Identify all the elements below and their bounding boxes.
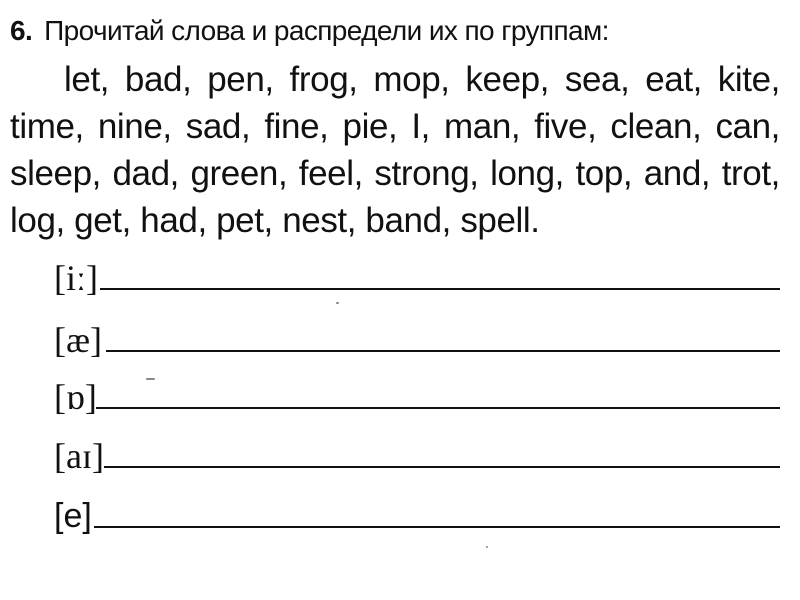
phonetic-label-e: [e]: [54, 497, 92, 535]
answer-line-o-short[interactable]: [96, 407, 780, 409]
answer-row-ai: [54, 430, 780, 478]
answer-line-i-long[interactable]: [100, 288, 780, 290]
word-list: [10, 56, 780, 244]
word-list-line-1: let, bad, pen, frog, mop, keep, sea, eat, kite,: [64, 60, 780, 99]
answer-row-i-long: [54, 252, 780, 300]
word-list-line-4: log, get, had, pet, nest, band, spell.: [10, 201, 540, 240]
word-list-line-2: time, nine, sad, fine, pie, I, man, five, clean, can,: [10, 107, 780, 146]
scan-speck: [146, 378, 155, 380]
answer-line-e[interactable]: [94, 526, 780, 528]
scan-speck: [336, 302, 339, 304]
answer-line-ai[interactable]: [104, 466, 780, 468]
word-list-line-3: sleep, dad, green, feel, strong, long, top, and, trot,: [10, 154, 780, 193]
task-header: [10, 14, 609, 48]
task-instruction: Прочитай слова и распредели их по группам:: [44, 15, 609, 46]
answer-line-ae[interactable]: [106, 350, 780, 352]
scan-speck: [486, 546, 488, 548]
phonetic-label-ae: [æ]: [54, 320, 102, 360]
task-number: 6.: [10, 15, 33, 46]
answer-row-e: [54, 490, 780, 538]
phonetic-label-ai: [aɪ]: [54, 436, 104, 476]
answer-row-ae: [54, 314, 780, 362]
phonetic-label-o-short: [ɒ]: [54, 377, 97, 417]
phonetic-label-i-long: [iː]: [54, 258, 98, 298]
answer-row-o-short: [54, 371, 780, 419]
